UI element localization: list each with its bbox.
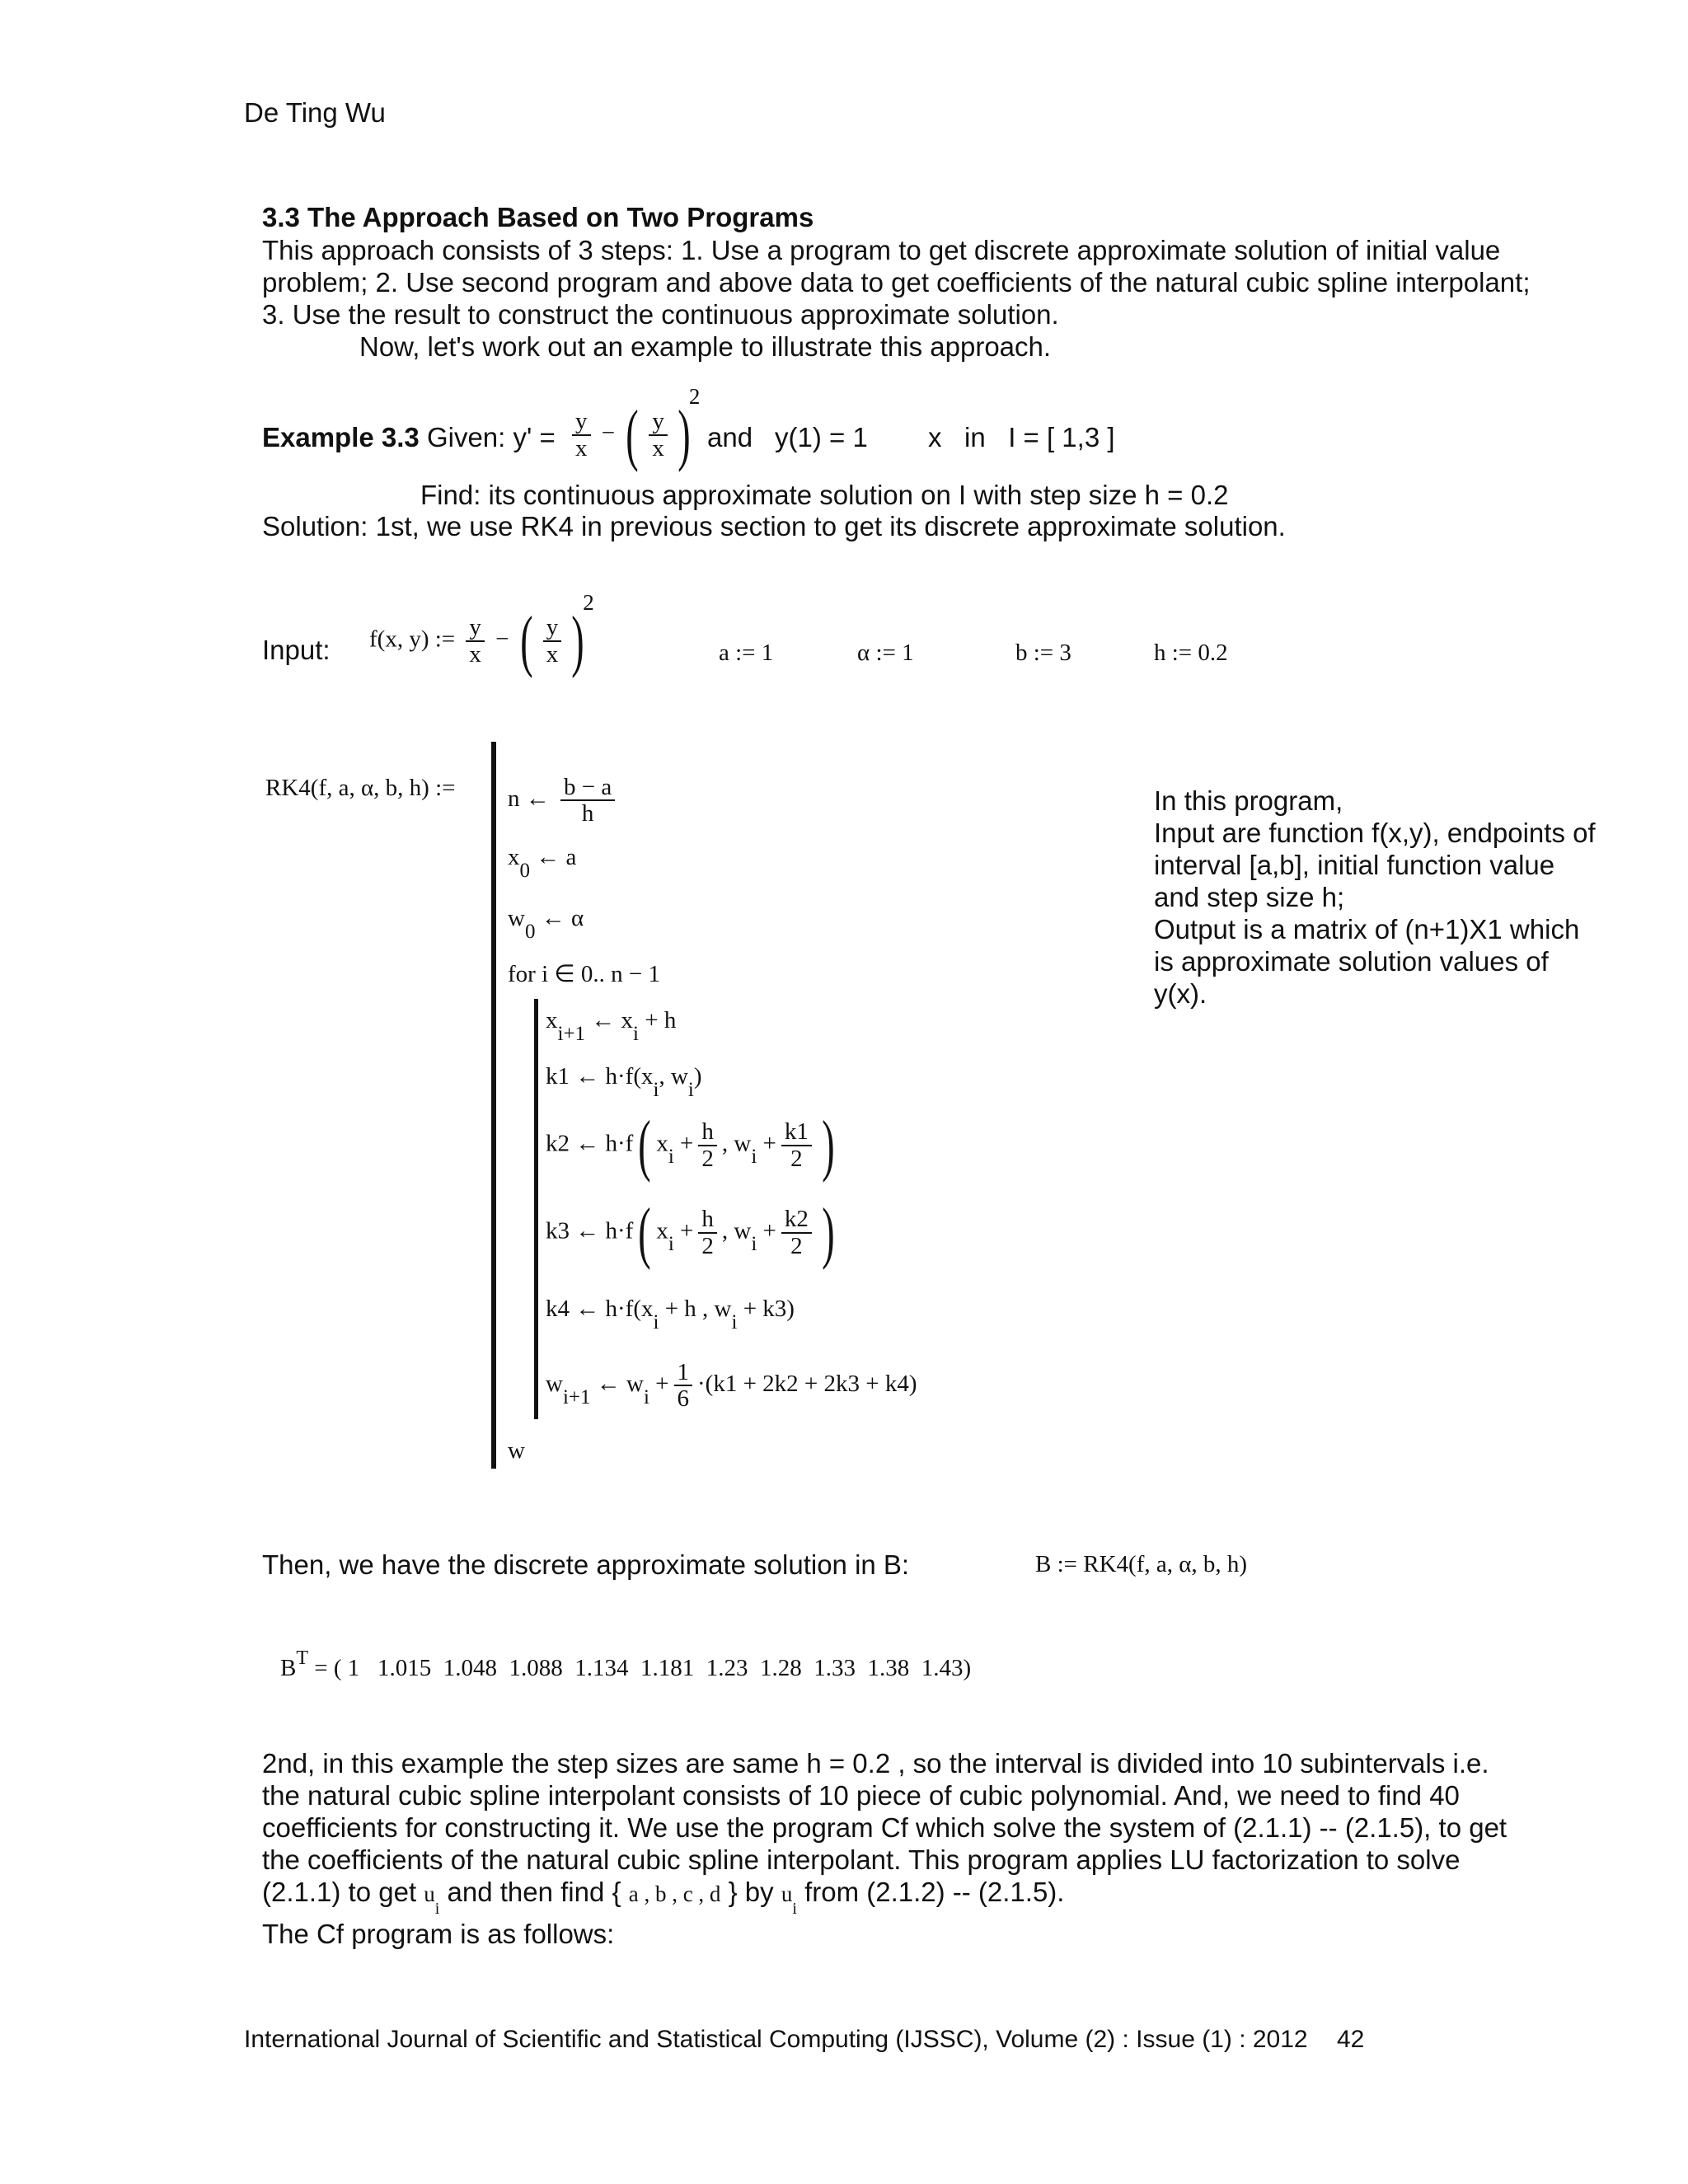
minus-sign: − bbox=[495, 626, 509, 653]
n-assignment: n ← $\frac{b - a}{h}$ bbox=[508, 775, 620, 827]
intro-line: This approach consists of 3 steps: 1. Use a program to get discrete approximate solution of initial value bbox=[262, 235, 1501, 265]
left-paren: ( bbox=[520, 602, 533, 679]
running-header-author: De Ting Wu bbox=[244, 97, 386, 128]
y-over-x-squared-fraction: $\frac{y}{x}$ bbox=[543, 615, 562, 667]
example-domain: x in I = [ 1,3 ] bbox=[928, 422, 1115, 452]
intro-line: 3. Use the result to construct the continuous approximate solution. bbox=[262, 299, 1059, 330]
second-last-line: (2.1.1) to get $u_i$ and then find { a , b , c , d } by $u_i$ from (2.1.2) -- (2.1.5). bbox=[262, 1877, 1065, 1918]
x-update: xi+1 ← xi + h bbox=[546, 1007, 677, 1045]
minus-sign: − bbox=[601, 419, 616, 447]
intro-paragraph bbox=[262, 234, 1531, 363]
b-assignment: B := RK4(f, a, α, b, h) bbox=[1035, 1551, 1248, 1577]
f-lhs: f(x, y) := bbox=[369, 626, 456, 653]
result-text: Then, we have the discrete approximate solution in B: bbox=[262, 1549, 910, 1580]
y-over-x-fraction: $\frac{y}{x}$ bbox=[572, 409, 591, 461]
second-paragraph: 2nd, in this example the step sizes are same h = 0.2 , so the interval is divided into 10 subintervals i.e. the natural cubic spline interpolant consists of 10 piece of cubic polynomial. And, we need to find 40 coefficients for constructing it. We use the program Cf which solve the system of (2.1.1) -- (2.1.5), to get the coefficients of the natural cubic spline interpolant. This program applies LU factorization to solve (2.1.1) to get $u_i$ and then find { a , b , c , d } by $u_i$ from (2.1.2) -- (2.1.5). The Cf program is as follows: bbox=[262, 1748, 1507, 1949]
y-over-x-squared-fraction: $\frac{y}{x}$ bbox=[649, 409, 668, 461]
right-paren: ) bbox=[678, 396, 691, 473]
intro-indented-line: Now, let's work out an example to illustrate this approach. bbox=[359, 331, 1052, 362]
w0-assignment: w0 ← α bbox=[508, 905, 584, 943]
k2-assignment: k2 ← h·f( xi + $\frac{h}{2}$ , wi + $\frac{k1}{2}$ ) bbox=[546, 1107, 835, 1183]
section-heading: 3.3 The Approach Based on Two Programs bbox=[262, 202, 814, 232]
rk4-signature: RK4(f, a, α, b, h) := bbox=[265, 775, 456, 801]
intro-line: problem; 2. Use second program and above data to get coefficients of the natural cubic spline interpolant; bbox=[262, 267, 1531, 298]
program-outer-bar bbox=[491, 742, 496, 1469]
example-initial-condition: y(1) = 1 bbox=[775, 422, 868, 452]
example-and: and bbox=[707, 422, 753, 452]
bt-vector: $B^T$ = ( 1 1.015 1.048 1.088 1.134 1.181 1.23 1.28 1.33 1.38 1.43) bbox=[280, 1647, 972, 1681]
right-paren: ) bbox=[571, 602, 584, 679]
y-over-x-fraction: $\frac{y}{x}$ bbox=[466, 615, 485, 667]
exponent: 2 bbox=[688, 384, 701, 410]
left-paren: ( bbox=[626, 396, 640, 473]
input-function bbox=[369, 590, 594, 679]
h-definition: h := 0.2 bbox=[1154, 640, 1228, 666]
alpha-definition: α := 1 bbox=[857, 640, 914, 666]
b-definition: b := 3 bbox=[1015, 640, 1071, 666]
example-title: Example 3.3 bbox=[262, 422, 420, 452]
for-loop-header: for i ∈ 0.. n − 1 bbox=[508, 961, 660, 987]
program-inner-bar bbox=[534, 999, 538, 1419]
example-ode-rhs bbox=[567, 384, 701, 473]
k3-assignment: k3 ← h·f( xi + $\frac{h}{2}$ , wi + $\frac{k2}{2}$ ) bbox=[546, 1194, 835, 1271]
a-definition: a := 1 bbox=[719, 640, 774, 666]
example-find: Find: its continuous approximate solution on I with step size h = 0.2 bbox=[420, 480, 1229, 510]
example-label bbox=[262, 422, 556, 453]
input-label: Input: bbox=[262, 635, 331, 665]
x0-assignment: x0 ← a bbox=[508, 844, 577, 882]
program-note: In this program, Input are function f(x,y), endpoints of interval [a,b], initial function value and step size h; Output is a matrix of (n+1)X1 which is approximate solution values of y(x). bbox=[1154, 785, 1596, 1009]
return-w: w bbox=[508, 1437, 525, 1464]
exponent: 2 bbox=[583, 590, 594, 616]
k1-assignment: k1 ← h·f(xi, wi) bbox=[546, 1063, 702, 1101]
w-update: wi+1 ← wi + $\frac{1}{6}$ ·(k1 + 2k2 + 2k3 + k4) bbox=[546, 1359, 917, 1413]
k4-assignment: k4 ← h·f(xi + h , wi + k3) bbox=[546, 1296, 795, 1333]
footer-journal: International Journal of Scientific and Statistical Computing (IJSSC), Volume (2) : Issue (1) : 2012 bbox=[244, 2026, 1308, 2053]
cf-intro-line: The Cf program is as follows: bbox=[262, 1919, 615, 1949]
example-given: Given: y' = bbox=[426, 422, 556, 452]
example-solution: Solution: 1st, we use RK4 in previous section to get its discrete approximate solution. bbox=[262, 511, 1286, 541]
b-minus-a-over-h: $\frac{b - a}{h}$ bbox=[560, 775, 615, 827]
footer-page-number: 42 bbox=[1337, 2026, 1365, 2053]
